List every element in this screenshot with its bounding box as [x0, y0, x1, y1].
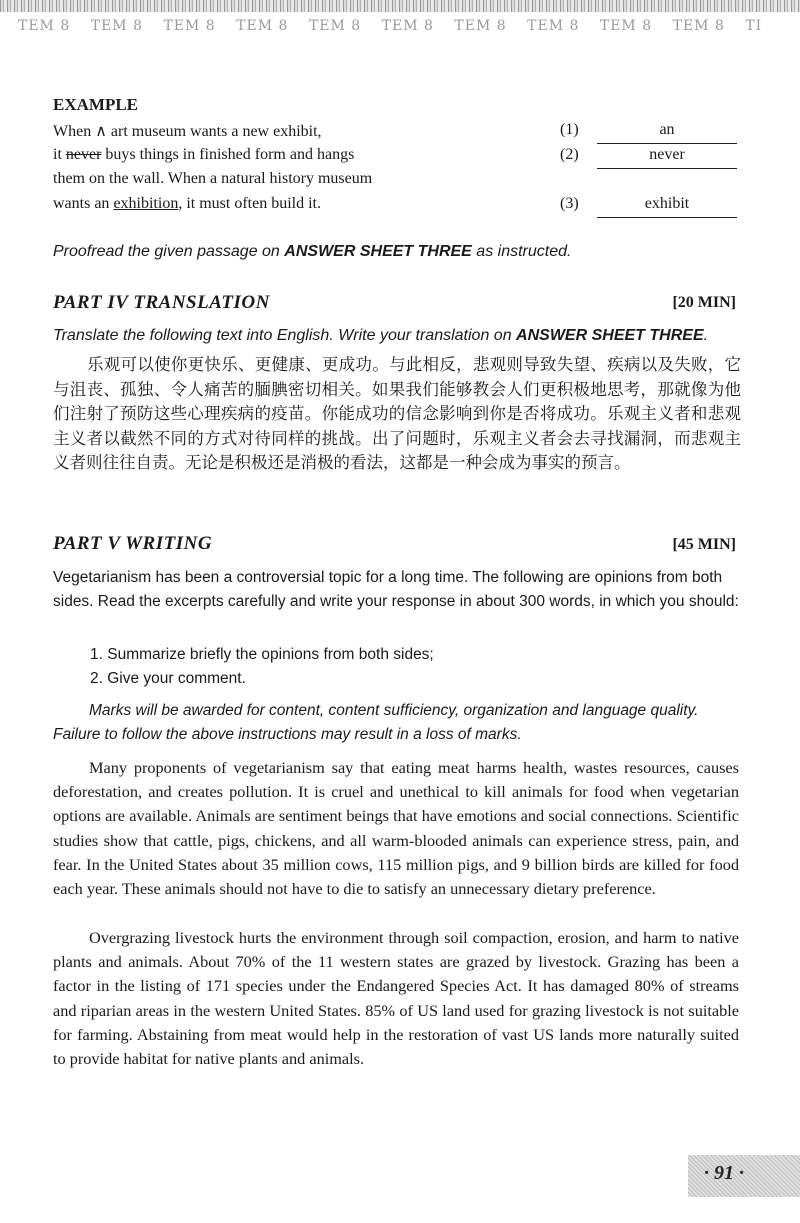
answer-number: (1): [560, 121, 579, 138]
translation-instruction: [53, 327, 708, 345]
writing-task-item: 2. Give your comment.: [90, 670, 246, 687]
marks-note: Marks will be awarded for content, content sufficiency, organization and language quality. Failure to follow the above instructions may result in a loss of marks.: [53, 702, 699, 743]
example-text: buys things in finished form and hangs: [101, 146, 355, 163]
answer-blank: an: [597, 121, 737, 144]
example-text: wants an: [53, 195, 114, 212]
instruction-text: as instructed.: [471, 243, 572, 260]
example-line-2: [53, 146, 354, 164]
instruction-emphasis: ANSWER SHEET THREE: [284, 243, 472, 260]
example-text: When: [53, 123, 96, 140]
header-label: TEM 8: [236, 18, 289, 34]
chinese-passage: 乐观可以使你更快乐、更健康、更成功。与此相反，悲观则导致失望、疾病以及失败，它与沮丧、孤独、令人痛苦的腼腆密切相关。如果我们能够教会人们更积极地思考，那就像为他们注射了预防这些心理疾病的疫苗。你能成功的信念影响到你是否将成功。乐观主义者和悲观主义者以截然不同的方式对待同样的挑战。出了问题时，乐观主义者会去寻找漏洞，而悲观主义者则往往自责。无论是积极还是消极的看法，这都是一种会成为事实的预言。: [53, 355, 741, 472]
header-label: TEM 8: [308, 18, 362, 34]
answer-number: (2): [560, 146, 579, 163]
header-label: TEM 8: [454, 18, 507, 34]
example-text: art museum wants a new exhibit,: [106, 123, 322, 140]
header-label: TEM 8: [672, 18, 725, 34]
header-label: TEM 8: [381, 18, 434, 34]
excerpt-paragraph-1: Many proponents of vegetarianism say that eating meat harms health, wastes resources, causes deforestation, and creates pollution. It is cruel and unethical to kill animals for food when vegetarian options are available. Animals are sentiment beings that have emotions and social connections. Scientific studies show that cattle, pigs, chickens, and all warm-blooded animals can experience stress, pain, and fear. In the United States about 35 million cows, 115 million pigs, and 9 billion birds are killed for food each year. These animals should not have to die to satisfy an unnecessary dietary preference.: [53, 758, 739, 899]
underlined-word: exhibition: [113, 195, 179, 212]
example-text: , it must often build it.: [178, 195, 321, 212]
instruction-text: .: [703, 327, 709, 344]
page-header: [0, 0, 800, 40]
header-label: TEM 8: [599, 18, 653, 34]
header-labels: [18, 18, 800, 34]
example-text: it: [53, 146, 66, 163]
header-label: TEM 8: [527, 18, 580, 34]
answer-number: (3): [560, 195, 579, 212]
answer-blank: exhibit: [597, 195, 737, 218]
example-line-1: [53, 121, 322, 141]
example-line-4: [53, 195, 321, 213]
part5-title: PART V WRITING: [53, 533, 213, 554]
part4-title: PART IV TRANSLATION: [53, 292, 270, 313]
example-title: EXAMPLE: [53, 95, 138, 114]
header-label: TI: [745, 18, 763, 34]
struck-word: never: [65, 146, 102, 163]
page-number-tab: [688, 1155, 800, 1197]
header-label: TEM 8: [18, 18, 71, 34]
excerpt-paragraph-2: Overgrazing livestock hurts the environment through soil compaction, erosion, and harm to native plants and animals. About 70% of the 11 western states are grazed by livestock. Grazing has been a factor in the listing of 171 species under the Endangered Species Act. It has damaged 80% of streams and riparian areas in the western United States. 85% of US land used for grazing livestock is not suitable for farming. Abstaining from meat would help in the restoration of vast US lands more naturally suited to provide habitat for native plants and animals.: [53, 928, 739, 1069]
header-label: TEM 8: [163, 18, 216, 34]
header-label: TEM 8: [90, 18, 143, 34]
page-number: · 91 ·: [704, 1162, 744, 1184]
answer-blank: never: [597, 146, 737, 169]
writing-task-item: 1. Summarize briefly the opinions from both sides;: [90, 646, 434, 663]
part4-time: [20 MIN]: [672, 294, 736, 311]
writing-intro: Vegetarianism has been a controversial topic for a long time. The following are opinions from both sides. Read the excerpts carefully and write your response in about 300 words, in which you should:: [53, 569, 739, 610]
instruction-text: Proofread the given passage on: [53, 243, 285, 260]
caret-mark: ∧: [95, 123, 107, 140]
example-line-3: them on the wall. When a natural history museum: [53, 170, 373, 187]
proofread-instruction: [53, 243, 571, 261]
part5-time: [45 MIN]: [672, 536, 736, 553]
instruction-text: Translate the following text into English. Write your translation on: [53, 327, 517, 344]
header-scan-noise: [0, 0, 800, 12]
instruction-emphasis: ANSWER SHEET THREE: [516, 327, 704, 344]
